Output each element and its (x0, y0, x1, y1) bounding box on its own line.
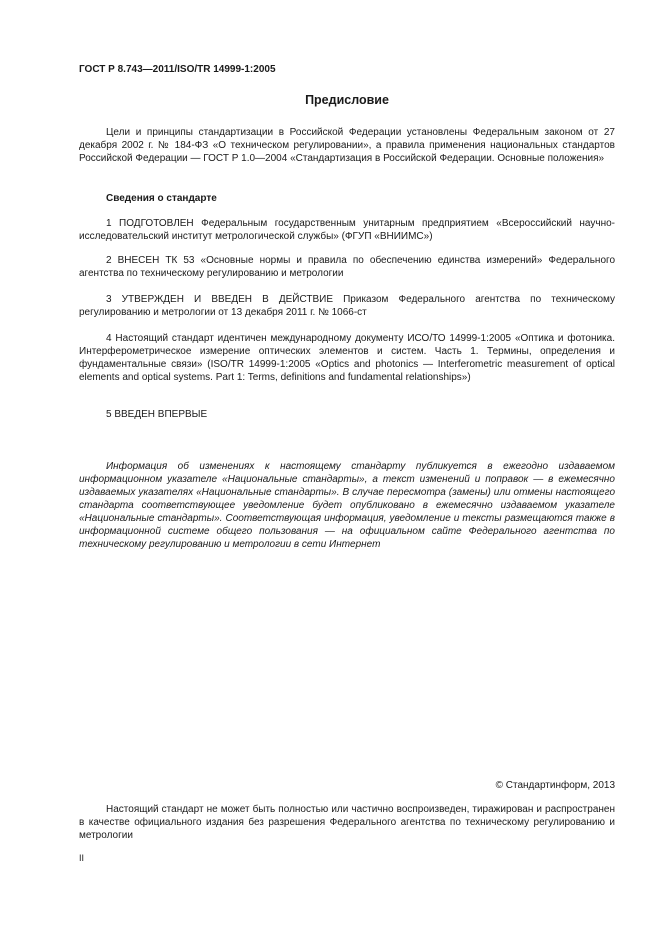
item-1-block (79, 217, 615, 243)
document-code: ГОСТ Р 8.743—2011/ISO/TR 14999-1:2005 (79, 64, 276, 75)
item-paragraph: 5 ВВЕДЕН ВПЕРВЫЕ (106, 409, 208, 420)
item-paragraph: 1 ПОДГОТОВЛЕН Федеральным государственным унитарным предприятием «Всероссийский научно-исследовательский институт метрологической службы» (ФГУП «ВНИИМС») (79, 218, 615, 242)
rights-block (79, 803, 615, 842)
copyright-line: © Стандартинформ, 2013 (495, 780, 615, 791)
rights-paragraph: Настоящий стандарт не может быть полностью или частично воспроизведен, тиражирован и распространен в качестве официального издания без разрешения Федерального агентства по техническому регулированию и метрологии (79, 804, 615, 841)
notice-block (79, 460, 615, 551)
item-5-block (79, 408, 615, 421)
item-3-block (79, 293, 615, 319)
item-paragraph: 4 Настоящий стандарт идентичен международному документу ИСО/ТО 14999-1:2005 «Оптика и фотоника. Интерферометрическое измерение оптических элементов и систем. Часть 1. Термины, определения и фундаментальные связи» (ISO/TR 14999-1:2005 «Optics and photonics — Interferometric measurement of optical elements and optical systems. Part 1: Terms, definitions and fundamental relationships») (79, 333, 615, 383)
item-paragraph: 3 УТВЕРЖДЕН И ВВЕДЕН В ДЕЙСТВИЕ Приказом Федерального агентства по техническому регулированию и метрологии от 13 декабря 2011 г. № 1066-ст (79, 294, 615, 318)
page-title: Предисловие (305, 93, 389, 107)
item-2-block (79, 254, 615, 280)
notice-paragraph: Информация об изменениях к настоящему стандарту публикуется в ежегодно издаваемом информационном указателе «Национальные стандарты», а текст изменений и поправок — в ежемесячно издаваемых указателях «Национальные стандарты». В случае пересмотра (замены) или отмены настоящего стандарта соответствующее уведомление будет опубликовано в ежемесячно издаваемом указателе «Национальные стандарты». Соответствующая информация, уведомление и тексты размещаются также в информационной системе общего пользования — на официальном сайте Федерального агентства по техническому регулированию и метрологии в сети Интернет (79, 461, 615, 550)
item-paragraph: 2 ВНЕСЕН ТК 53 «Основные нормы и правила по обеспечению единства измерений» Федерального агентства по техническому регулированию и метрологии (79, 255, 615, 279)
item-4-block (79, 332, 615, 384)
section-heading: Сведения о стандарте (106, 193, 217, 204)
intro-block (79, 126, 615, 165)
page-number: II (79, 853, 85, 863)
intro-paragraph: Цели и принципы стандартизации в Российской Федерации установлены Федеральным законом от 27 декабря 2002 г. № 184-ФЗ «О техническом регулировании», а правила применения национальных стандартов Российской Федерации — ГОСТ Р 1.0—2004 «Стандартизация в Российской Федерации. Основные положения» (79, 127, 615, 164)
